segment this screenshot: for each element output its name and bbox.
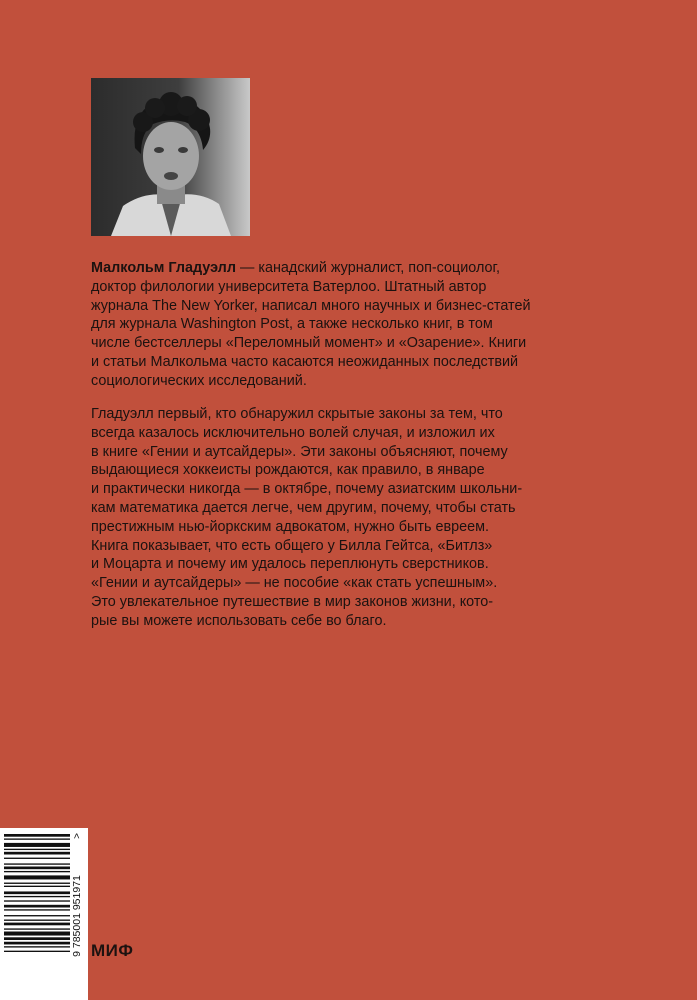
bio-line: и статьи Малкольма часто касаются неожиданных последствий (91, 353, 519, 370)
description-line: Книга показывает, что есть общего у Билла Гейтса, «Битлз» (91, 537, 493, 554)
bio-line: для журнала Washington Post, а также несколько книг, в том (91, 316, 493, 333)
barcode-digits: 9 785001 951971 (71, 875, 83, 957)
bio-first-line-rest: — канадский журналист, поп-социолог, (235, 260, 501, 276)
author-portrait-image (91, 78, 250, 236)
description-line: и Моцарта и почему им удалось переплюнуть сверстников. (91, 556, 489, 573)
description-line: «Гении и аутсайдеры» — не пособие «как стать успешным». (91, 575, 498, 592)
bio-line: журнала The New Yorker, написал много научных и бизнес-статей (91, 297, 531, 314)
author-name: Малкольм Гладуэлл (91, 260, 236, 276)
publisher-logo: МИФ (91, 941, 134, 960)
bio-line: социологических исследований. (91, 372, 307, 389)
isbn-barcode (0, 828, 88, 1000)
description-line: всегда казалось исключительно волей случая, и изложил их (91, 424, 495, 441)
barcode-graphic (0, 828, 88, 1000)
book-description (91, 405, 531, 631)
barcode-bars (4, 834, 70, 952)
description-line: кам математика дается легче, чем другим, почему, чтобы стать (91, 499, 516, 516)
bio-line: числе бестселлеры «Переломный момент» и «Озарение». Книги (91, 335, 527, 352)
description-line: Это увлекательное путешествие в мир законов жизни, кото- (91, 593, 494, 610)
barcode-end-mark: > (72, 833, 83, 839)
description-line: в книге «Гении и аутсайдеры». Эти законы объясняют, почему (91, 443, 508, 460)
description-line: выдающиеся хоккеисты рождаются, как правило, в январе (91, 462, 485, 479)
description-line: рые вы можете использовать себе во благо. (91, 612, 387, 629)
bio-line: доктор филологии университета Ватерлоо. Штатный автор (91, 278, 487, 295)
bio-first-line (91, 259, 531, 278)
description-line: престижным нью-йоркским адвокатом, нужно быть евреем. (91, 518, 489, 535)
description-line: и практически никогда — в октябре, почему азиатским школьни- (91, 481, 523, 498)
description-line: Гладуэлл первый, кто обнаружил скрытые законы за тем, что (91, 406, 503, 422)
author-bio (91, 259, 531, 391)
author-photo (91, 78, 250, 236)
